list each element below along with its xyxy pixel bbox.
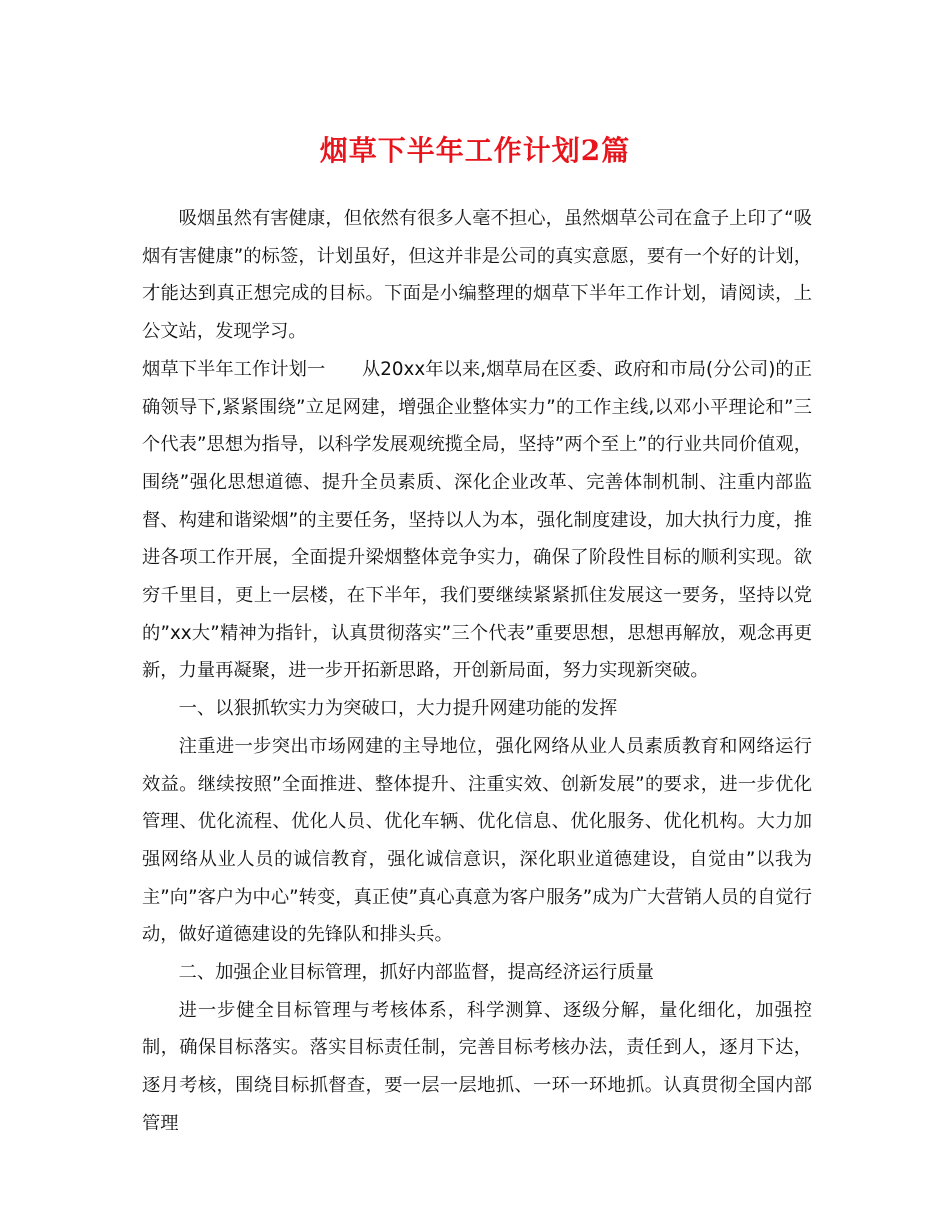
section-1-paragraph: 注重进一步突出市场网建的主导地位，强化网络从业人员素质教育和网络运行效益。继续按照”全面推进、整体提升、注重实效、创新发展”的要求，进一步优化管理、优化流程、优化人员、优化车辆、优化信息、优化服务、优化机构。大力加强网络从业人员的诚信教育，强化诚信意识，深化职业道德建设，自觉由”以我为主”向”客户为中心”转变，真正使”真心真意为客户服务”成为广大营销人员的自觉行动，做好道德建设的先锋队和排头兵。 xyxy=(142,735,812,946)
section-heading-1: 一、以狠抓软实力为突破口，大力提升网建功能的发挥 xyxy=(178,698,618,720)
document-title: 烟草下半年工作计划2篇 xyxy=(319,134,631,167)
section-heading-2: 二、加强企业目标管理，抓好内部监督，提高经济运行质量 xyxy=(178,962,654,984)
intro-paragraph: 吸烟虽然有害健康，但依然有很多人毫不担心，虽然烟草公司在盒子上印了“吸烟有害健康”的标签，计划虽好，但这并非是公司的真实意愿，要有一个好的计划，才能达到真正想完成的目标。下面是小编整理的烟草下半年工作计划，请阅读，上公文站，发现学习。 xyxy=(142,208,812,343)
plan-one-paragraph: 烟草下半年工作计划一 从20xx年以来,烟草局在区委、政府和市局(分公司)的正确领导下,紧紧围绕”立足网建，增强企业整体实力”的工作主线,以邓小平理论和”三个代表”思想为指导，以科学发展观统揽全局，坚持”两个至上”的行业共同价值观，围绕”强化思想道德、提升全员素质、深化企业改革、完善体制机制、注重内部监督、构建和谐梁烟”的主要任务，坚持以人为本，强化制度建设，加大执行力度，推进各项工作开展，全面提升梁烟整体竞争实力，确保了阶段性目标的顺利实现。欲穷千里目，更上一层楼，在下半年，我们要继续紧紧抓住发展这一要务，坚持以党的”xx大”精神为指针，认真贯彻落实”三个代表”重要思想，思想再解放，观念再更新，力量再凝聚，进一步开拓新思路，开创新局面，努力实现新突破。 xyxy=(142,358,812,682)
section-2-paragraph: 进一步健全目标管理与考核体系，科学测算、逐级分解，量化细化，加强控制，确保目标落实。落实目标责任制，完善目标考核办法，责任到人，逐月下达，逐月考核，围绕目标抓督查，要一层一层地抓、一环一环地抓。认真贯彻全国内部管理 xyxy=(142,999,812,1134)
document-body xyxy=(142,200,812,1143)
